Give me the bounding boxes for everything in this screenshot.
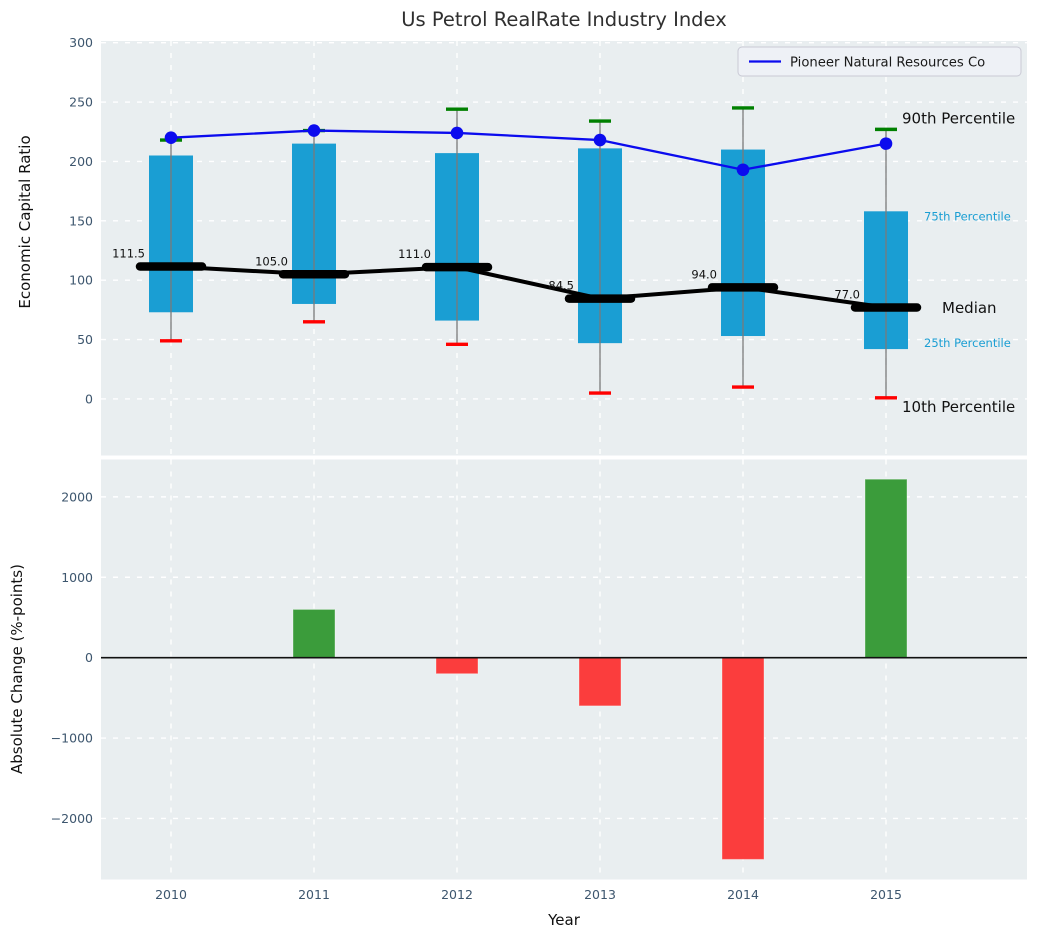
legend-label: Pioneer Natural Resources Co: [790, 55, 986, 71]
pioneer-dot: [451, 127, 464, 140]
x-tick-label: 2015: [870, 887, 902, 902]
top-y-axis-label: Economic Capital Ratio: [16, 135, 34, 309]
pioneer-dot: [165, 131, 178, 144]
bottom-y-axis-label: Absolute Change (%-points): [8, 564, 26, 774]
y-tick-label: 150: [69, 213, 93, 229]
y-tick-label: −2000: [50, 810, 93, 826]
x-axis-label: Year: [548, 911, 580, 929]
x-tick-label: 2013: [584, 887, 616, 902]
y-tick-label: 0: [85, 650, 93, 666]
y-tick-label: 50: [77, 332, 93, 348]
median-value-label: 94.0: [691, 267, 717, 282]
chart-title: Us Petrol RealRate Industry Index: [401, 8, 727, 31]
y-tick-label: 1000: [61, 569, 93, 585]
pioneer-dot: [880, 137, 893, 150]
y-tick-label: 0: [85, 391, 93, 407]
box-group-2011: [292, 131, 336, 322]
bar-2014: [722, 658, 764, 860]
bar-2011: [293, 609, 335, 657]
median-value-label: 111.5: [112, 246, 145, 261]
pioneer-dot: [737, 163, 750, 176]
y-tick-label: 300: [69, 35, 93, 51]
bar-2015: [865, 479, 907, 657]
y-tick-label: 100: [69, 272, 93, 288]
bar-2012: [436, 658, 478, 674]
right-label-90th-percentile: 90th Percentile: [902, 109, 1016, 128]
right-label-10th-percentile: 10th Percentile: [902, 398, 1016, 417]
x-tick-label: 2012: [441, 887, 473, 902]
median-value-label: 105.0: [255, 254, 288, 269]
legend: [738, 47, 1021, 76]
y-tick-label: −1000: [50, 730, 93, 746]
median-value-label: 111.0: [398, 247, 431, 262]
pioneer-dot: [308, 124, 321, 137]
median-value-label: 77.0: [834, 287, 860, 302]
y-tick-label: 200: [69, 153, 93, 169]
right-label-75th-percentile: 75th Percentile: [924, 209, 1011, 224]
right-label-25th-percentile: 25th Percentile: [924, 336, 1011, 351]
x-tick-label: 2014: [727, 887, 759, 902]
x-tick-label: 2010: [155, 887, 187, 902]
x-tick-label: 2011: [298, 887, 330, 902]
pioneer-dot: [594, 134, 607, 147]
y-tick-label: 2000: [61, 489, 93, 505]
median-value-label: 84.5: [548, 278, 574, 293]
box-group-2010: [149, 140, 193, 341]
bar-2013: [579, 658, 621, 706]
y-tick-label: 250: [69, 94, 93, 110]
right-label-median: Median: [942, 298, 997, 317]
